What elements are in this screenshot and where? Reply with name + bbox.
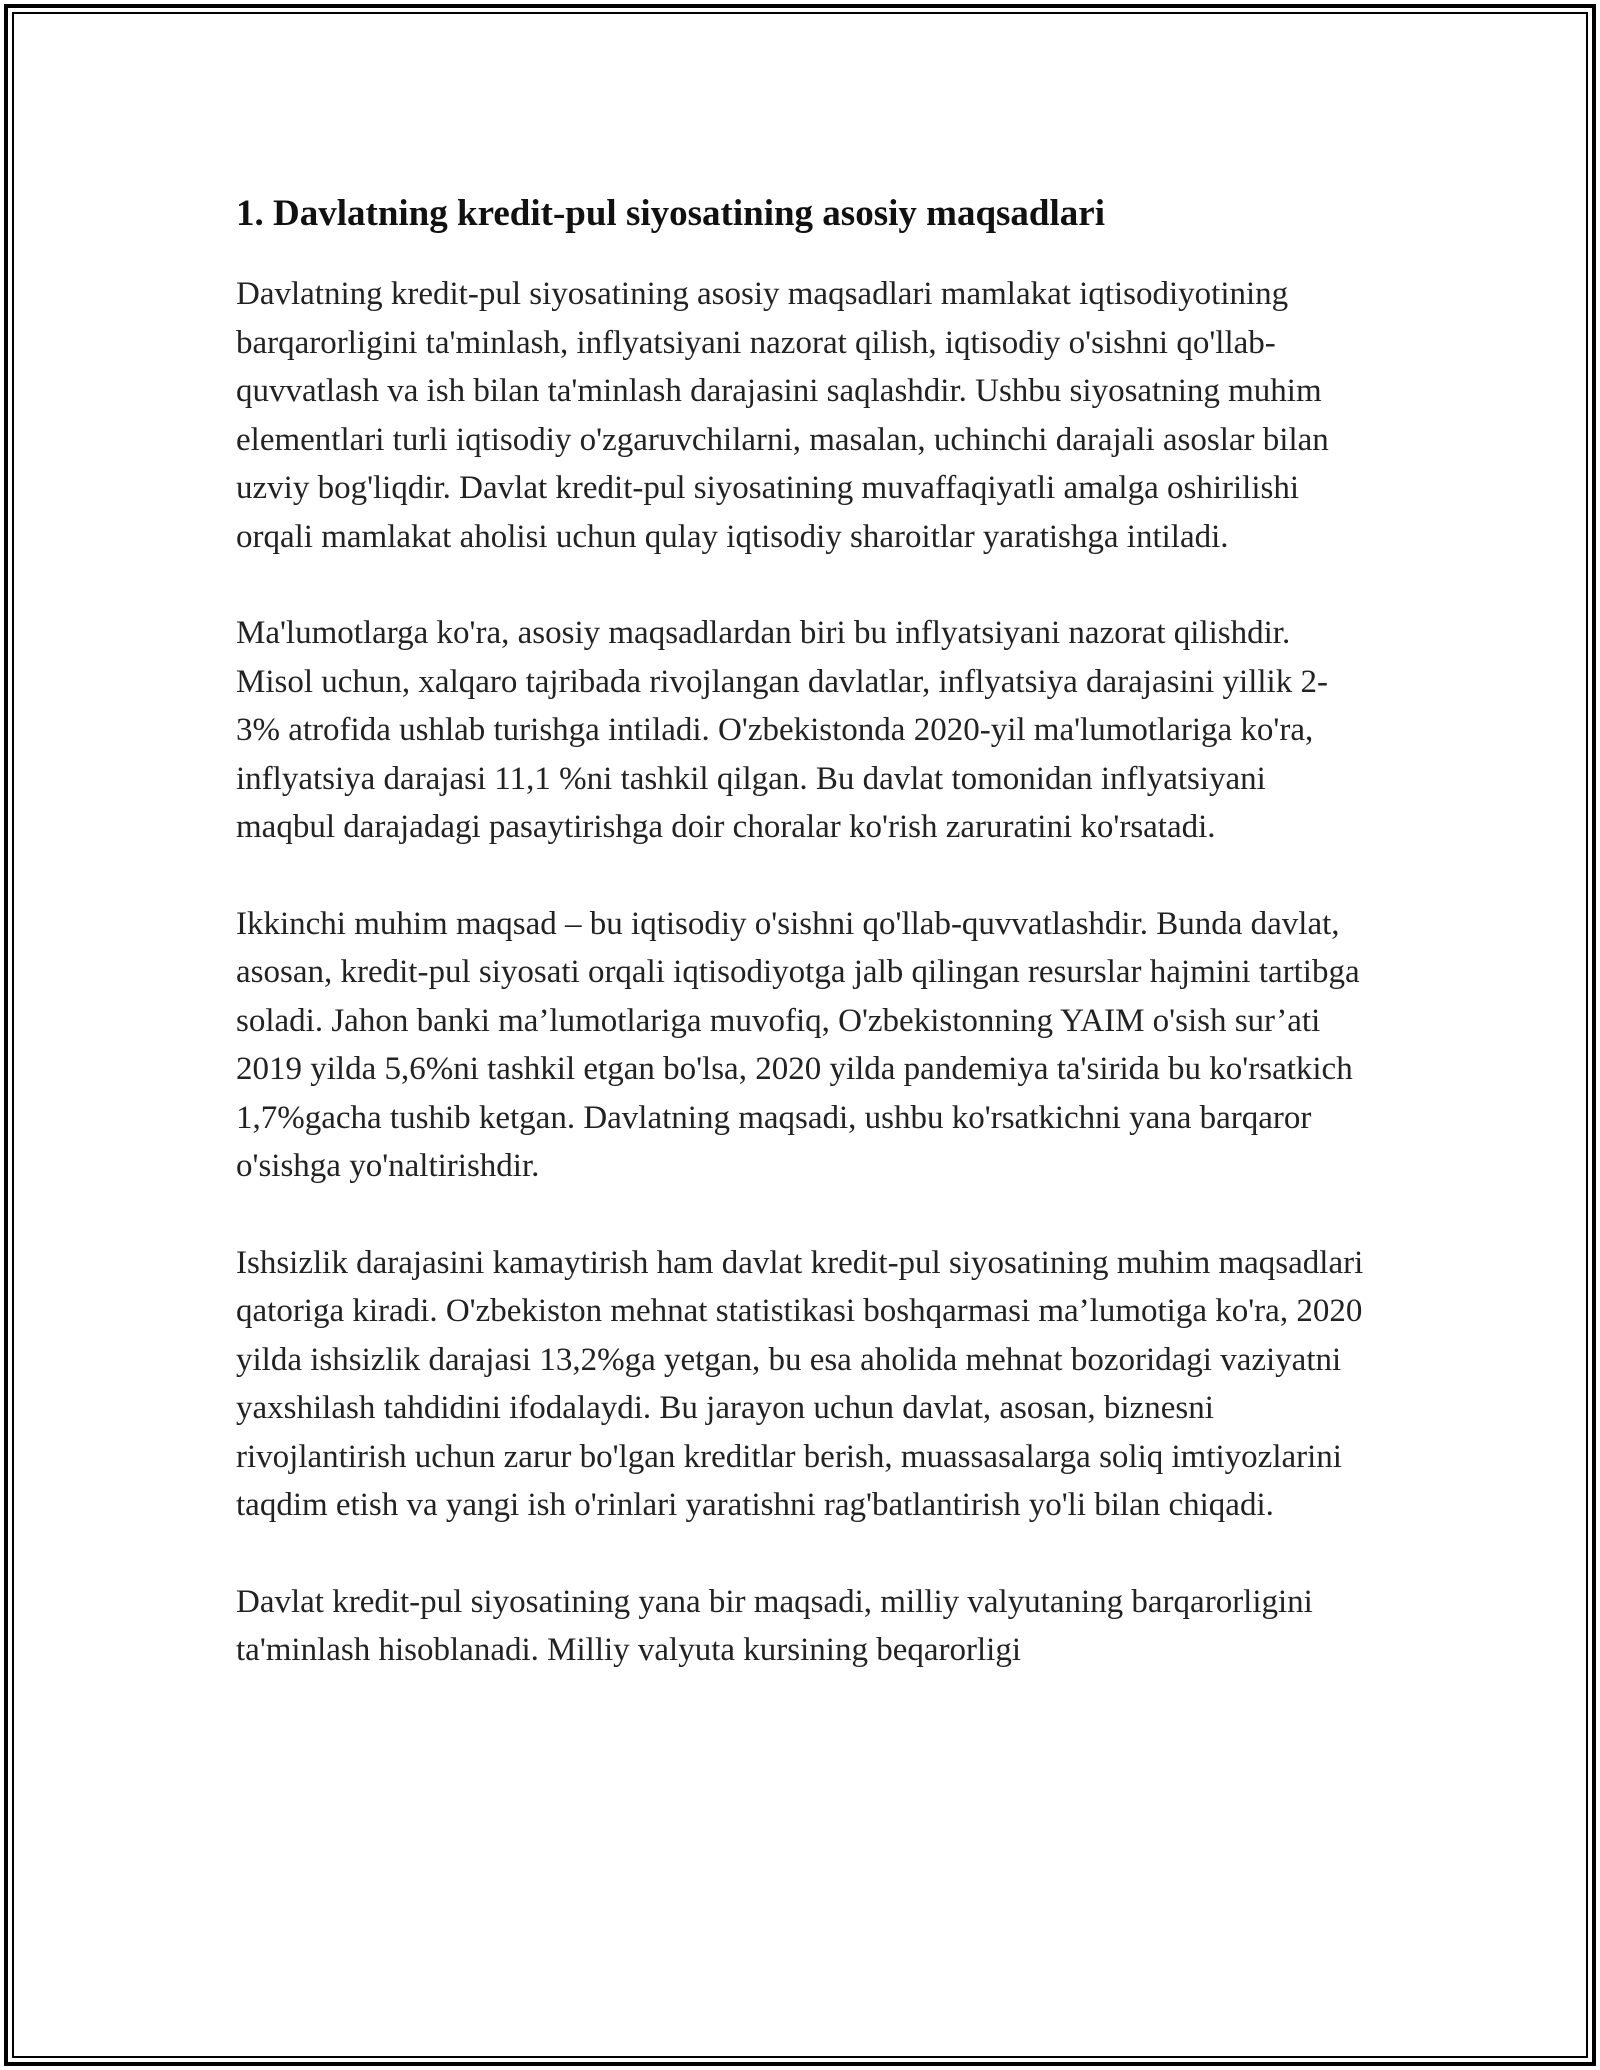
paragraph-3: Ikkinchi muhim maqsad – bu iqtisodiy o'sishni qo'llab-quvvatlashdir. Bunda davlat, asosan, kredit-pul siyosati orqali iqtisodiyotga jalb qilingan resurslar hajmini tartibga soladi. Jahon banki ma’lumotlariga muvofiq, O'zbekistonning YAIM o'sish sur’ati 2019 yilda 5,6%ni tashkil etgan bo'lsa, 2020 yilda pandemiya ta'sirida bu ko'rsatkich 1,7%gacha tushib ketgan. Davlatning maqsadi, ushbu ko'rsatkichni yana barqaror o'sishga yo'naltirishdir. bbox=[236, 905, 1360, 1184]
section-heading: 1. Davlatning kredit-pul siyosatining asosiy maqsadlari bbox=[236, 193, 1105, 234]
paragraph-1: Davlatning kredit-pul siyosatining asosiy maqsadlari mamlakat iqtisodiyotining barqarorligini ta'minlash, inflyatsiyani nazorat qilish, iqtisodiy o'sishni qo'llab-quvvatlash va ish bilan ta'minlash darajasini saqlashdir. Ushbu siyosatning muhim elementlari turli iqtisodiy o'zgaruvchilarni, masalan, uchinchi darajali asoslar bilan uzviy bog'liqdir. Davlat kredit-pul siyosatining muvaffaqiyatli amalga oshirilishi orqali mamlakat aholisi uchun qulay iqtisodiy sharoitlar yaratishga intiladi. bbox=[236, 276, 1329, 555]
paragraph-2: Ma'lumotlarga ko'ra, asosiy maqsadlardan biri bu inflyatsiyani nazorat qilishdir. Misol uchun, xalqaro tajribada rivojlangan davlatlar, inflyatsiya darajasini yillik 2-3% atrofida ushlab turishga intiladi. O'zbekistonda 2020-yil ma'lumotlariga ko'ra, inflyatsiya darajasi 11,1 %ni tashkil qilgan. Bu davlat tomonidan inflyatsiyani maqbul darajadagi pasaytirishga doir choralar ko'rish zaruratini ko'rsatadi. bbox=[236, 615, 1328, 845]
document-body bbox=[236, 186, 1366, 1723]
paragraph-5: Davlat kredit-pul siyosatining yana bir maqsadi, milliy valyutaning barqarorligini ta'minlash hisoblanadi. Milliy valyuta kursining beqarorligi bbox=[236, 1583, 1313, 1668]
paragraph-4: Ishsizlik darajasini kamaytirish ham davlat kredit-pul siyosatining muhim maqsadlari qatoriga kiradi. O'zbekiston mehnat statistikasi boshqarmasi ma’lumotiga ko'ra, 2020 yilda ishsizlik darajasi 13,2%ga yetgan, bu esa aholida mehnat bozoridagi vaziyatni yaxshilash tahdidini ifodalaydi. Bu jarayon uchun davlat, asosan, biznesni rivojlantirish uchun zarur bo'lgan kreditlar berish, muassasalarga soliq imtiyozlarini taqdim etish va yangi ish o'rinlari yaratishni rag'batlantirish yo'li bilan chiqadi. bbox=[236, 1244, 1364, 1523]
